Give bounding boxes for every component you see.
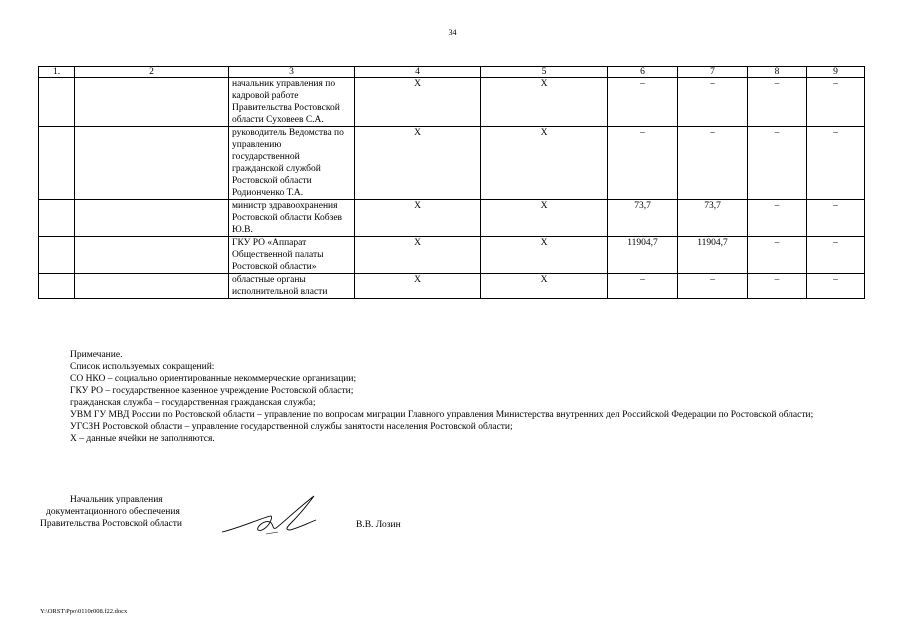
cell-col6: – [608, 78, 678, 127]
handwritten-signature [218, 492, 328, 542]
cell-col4: Х [355, 127, 481, 200]
cell-col8: – [748, 274, 807, 299]
cell-recipient: ГКУ РО «Аппарат Общественной палаты Ростовской области» [229, 237, 355, 274]
cell-col8: – [748, 127, 807, 200]
table-row [39, 274, 865, 299]
table-header-row [39, 67, 865, 78]
cell-number [39, 237, 75, 274]
cell-col9: – [807, 274, 865, 299]
notes-section [40, 349, 870, 445]
data-table [38, 66, 865, 299]
cell-col4: Х [355, 78, 481, 127]
note-line: СО НКО – социально ориентированные некоммерческие организации; [70, 374, 357, 384]
cell-col6: 73,7 [608, 200, 678, 237]
column-header: 1. [39, 67, 75, 78]
cell-col7: – [678, 127, 748, 200]
note-line: Список используемых сокращений: [70, 362, 215, 372]
note-line: УГСЗН Ростовской области – управление государственной службы занятости населения Ростовской области; [70, 422, 513, 432]
cell-recipient: руководитель Ведомства по управлению государственной гражданской службой Ростовской области Родионченко Т.А. [229, 127, 355, 200]
column-header: 3 [229, 67, 355, 78]
cell-col4: Х [355, 274, 481, 299]
cell-col5: Х [481, 200, 608, 237]
cell-col7: – [678, 78, 748, 127]
cell-name [75, 237, 229, 274]
signatory-name: В.В. Лозин [356, 520, 401, 530]
signatory-title-line: Правительства Ростовской области [40, 519, 182, 529]
table-row [39, 127, 865, 200]
cell-col4: Х [355, 237, 481, 274]
cell-col9: – [807, 237, 865, 274]
note-line: УВМ ГУ МВД России по Ростовской области – управление по вопросам миграции Главного управления Министерства внутренних дел Российской Федерации по Ростовской области; [70, 410, 814, 420]
cell-col5: Х [481, 127, 608, 200]
note-line: ГКУ РО – государственное казенное учреждение Ростовской области; [70, 386, 354, 396]
cell-recipient: начальник управления по кадровой работе Правительства Ростовской области Суховеев С.А. [229, 78, 355, 127]
cell-col5: Х [481, 78, 608, 127]
cell-number [39, 78, 75, 127]
note-line: Х – данные ячейки не заполняются. [70, 434, 215, 444]
cell-col7: 11904,7 [678, 237, 748, 274]
signatory-title-line: документационного обеспечения [46, 507, 180, 517]
cell-col6: 11904,7 [608, 237, 678, 274]
column-header: 7 [678, 67, 748, 78]
cell-col7: – [678, 274, 748, 299]
cell-recipient: областные органы исполнительной власти [229, 274, 355, 299]
cell-col6: – [608, 127, 678, 200]
cell-number [39, 274, 75, 299]
cell-col9: – [807, 78, 865, 127]
cell-number [39, 200, 75, 237]
cell-name [75, 274, 229, 299]
table-row [39, 200, 865, 237]
table-row [39, 237, 865, 274]
cell-number [39, 127, 75, 200]
cell-name [75, 200, 229, 237]
cell-col8: – [748, 200, 807, 237]
column-header: 5 [481, 67, 608, 78]
file-path: Y:\ORST\Ppo\0110r008.f22.docx [40, 608, 128, 615]
column-header: 6 [608, 67, 678, 78]
cell-col9: – [807, 127, 865, 200]
note-heading: Примечание. [70, 350, 123, 360]
cell-col8: – [748, 78, 807, 127]
signatory-title-line: Начальник управления [70, 495, 163, 505]
cell-name [75, 127, 229, 200]
cell-col6: – [608, 274, 678, 299]
signatory-title [40, 494, 182, 530]
table-row [39, 78, 865, 127]
note-line: гражданская служба – государственная гражданская служба; [70, 398, 316, 408]
cell-col8: – [748, 237, 807, 274]
cell-col9: – [807, 200, 865, 237]
cell-recipient: министр здравоохранения Ростовской области Кобзев Ю.В. [229, 200, 355, 237]
cell-name [75, 78, 229, 127]
column-header: 9 [807, 67, 865, 78]
page-number: 34 [448, 28, 457, 37]
cell-col4: Х [355, 200, 481, 237]
column-header: 4 [355, 67, 481, 78]
column-header: 8 [748, 67, 807, 78]
cell-col7: 73,7 [678, 200, 748, 237]
cell-col5: Х [481, 274, 608, 299]
column-header: 2 [75, 67, 229, 78]
cell-col5: Х [481, 237, 608, 274]
